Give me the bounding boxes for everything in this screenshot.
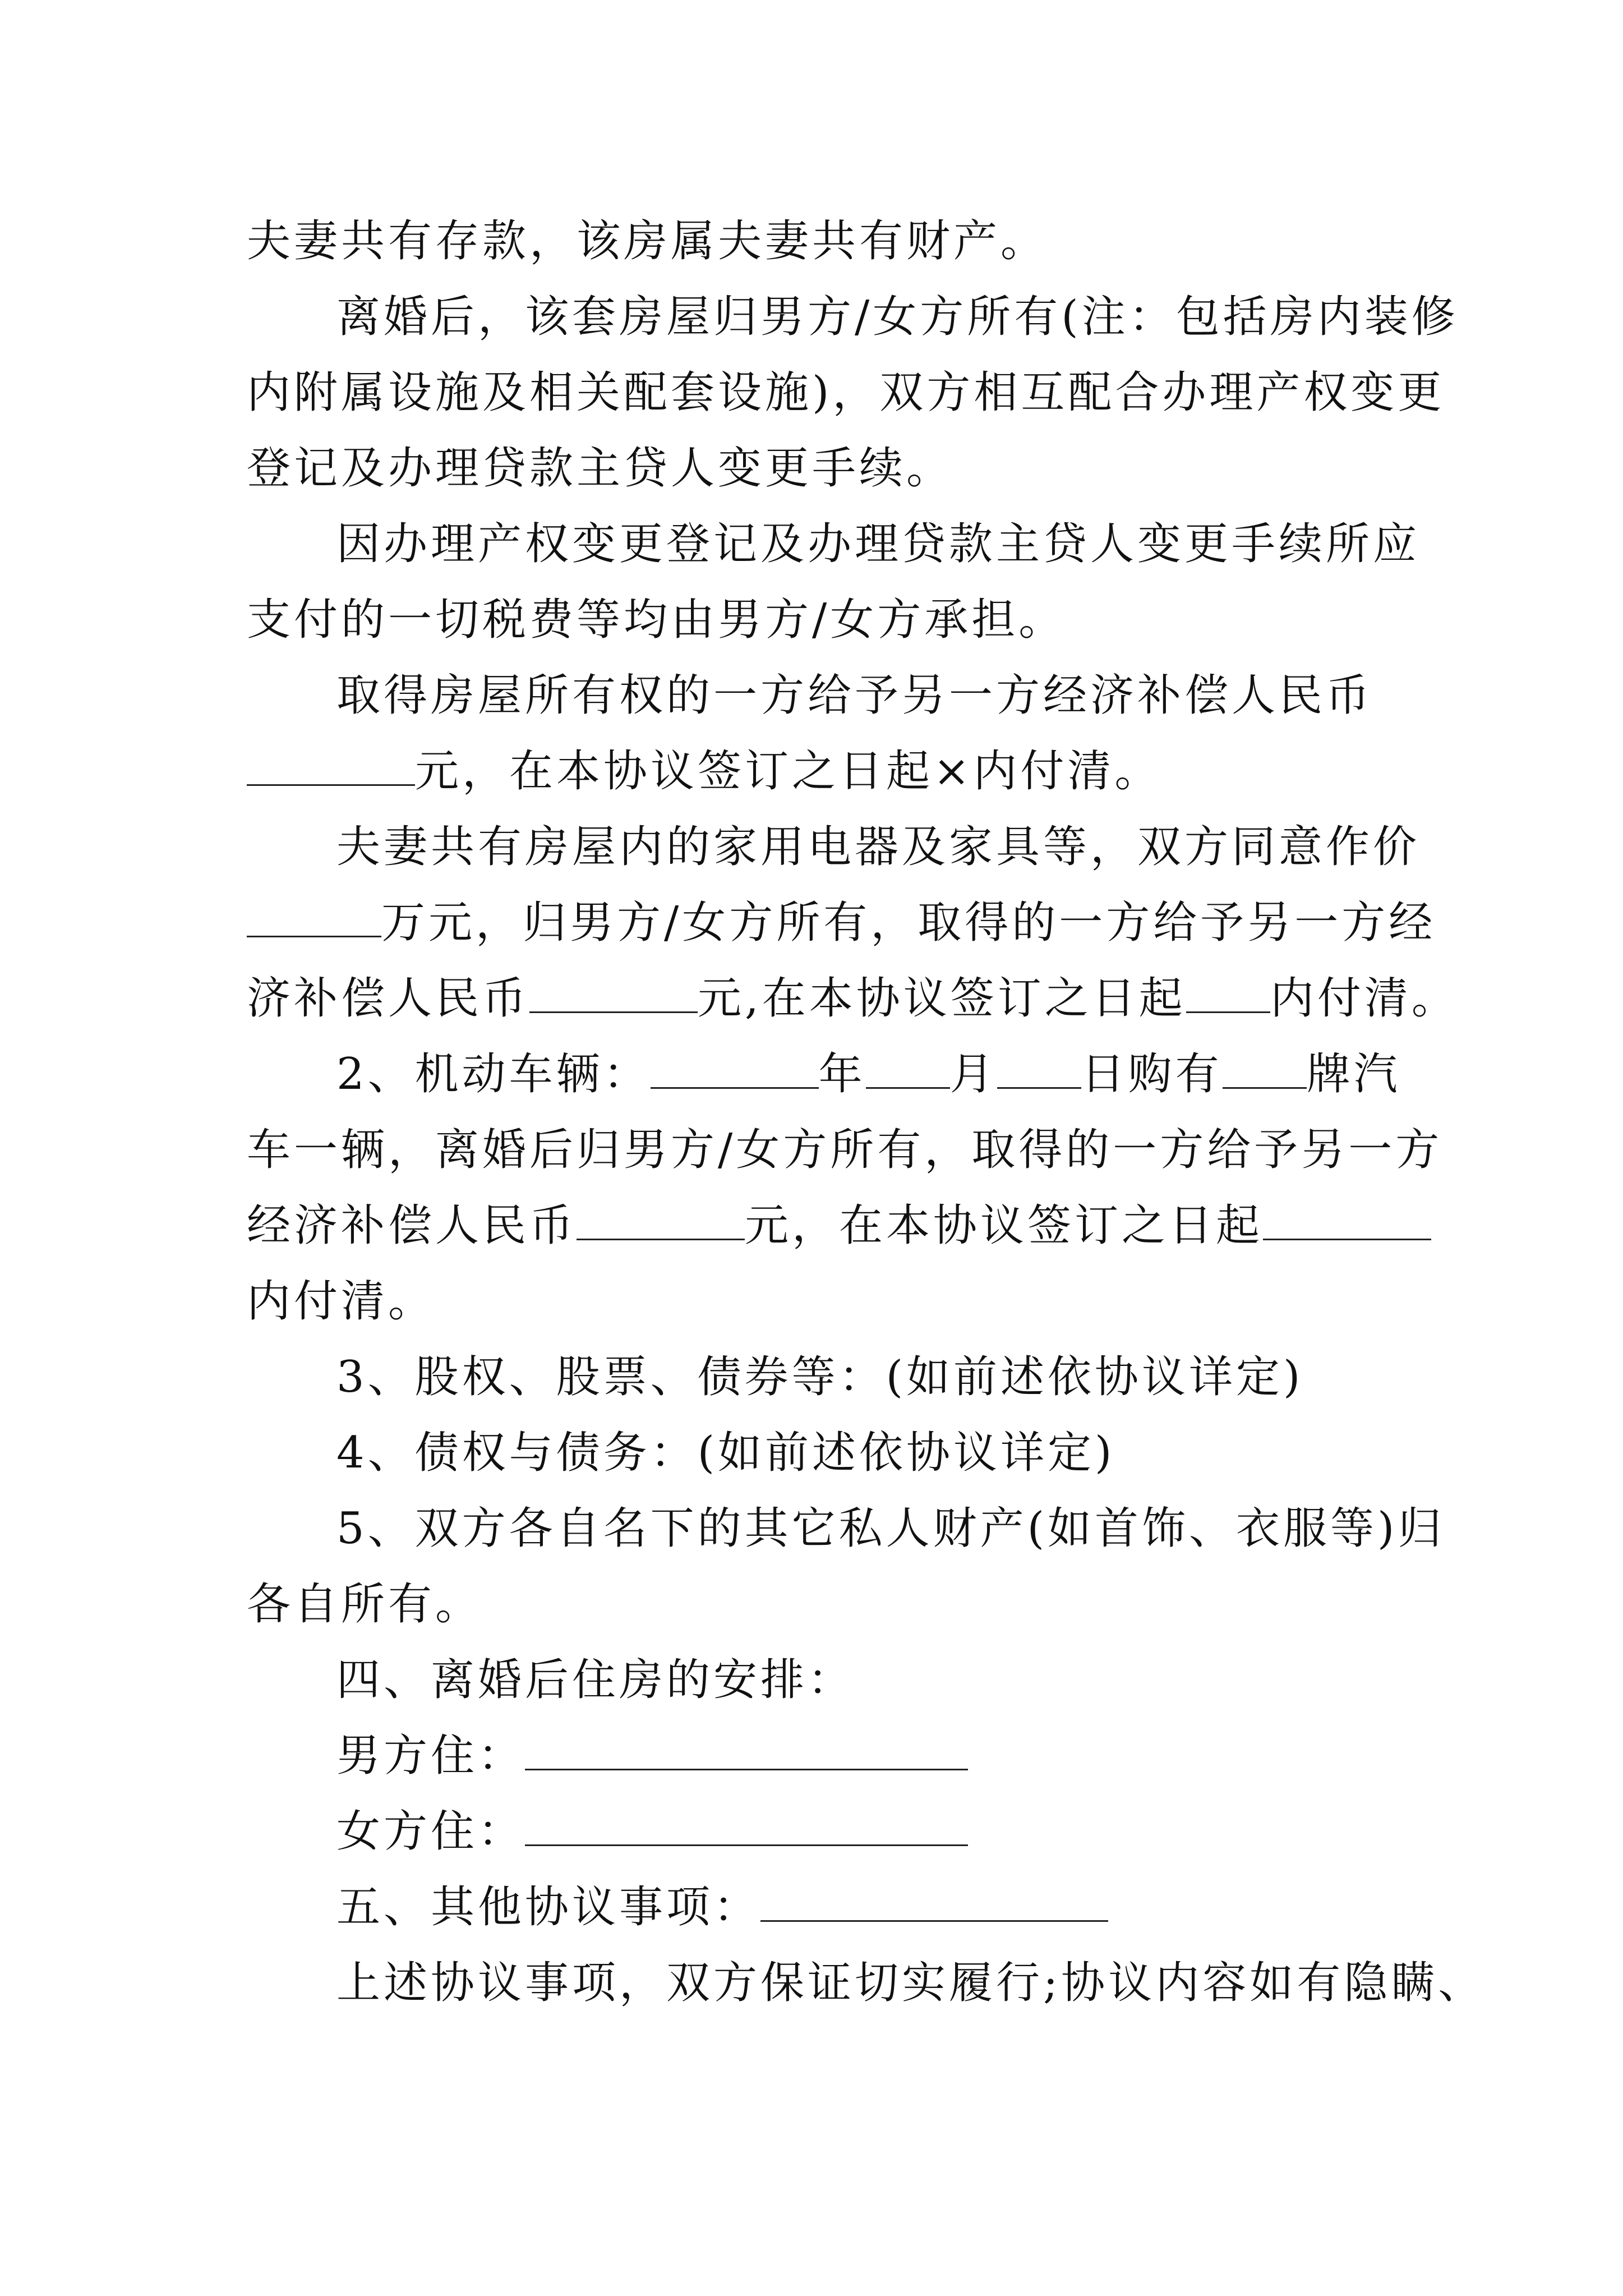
paragraph-line: [336, 819, 1492, 875]
fill-in-blank: [651, 1048, 819, 1089]
text: 取得房屋所有权的一方给予另一方经济补偿人民币: [336, 670, 1373, 721]
text: 万元，归男方/女方所有，取得的一方给予另一方经: [381, 898, 1436, 948]
text: 内付清。: [247, 1276, 436, 1327]
paragraph-line: [336, 1046, 1492, 1102]
paragraph-line: [247, 895, 1436, 951]
text: 上述协议事项，双方保证切实履行;协议内容如有隐瞒、: [336, 1958, 1486, 2008]
fill-in-blank: [525, 1805, 968, 1846]
paragraph-line: [336, 1955, 1492, 2011]
paragraph-line: [336, 1501, 1492, 1557]
fill-in-blank: [997, 1048, 1081, 1089]
section-heading: [336, 1652, 1492, 1708]
form-line: [336, 1803, 1492, 1860]
paragraph-line: [247, 1122, 1443, 1178]
form-line: [336, 1728, 1492, 1784]
text: 日购有: [1081, 1049, 1223, 1099]
fill-in-blank: [247, 896, 381, 937]
paragraph-line: [247, 440, 1402, 496]
fill-in-blank: [577, 1199, 745, 1240]
paragraph-line: [247, 1198, 1402, 1254]
paragraph-line: [336, 668, 1492, 724]
text: 各自所有。: [247, 1579, 483, 1630]
text: 车一辆，离婚后归男方/女方所有，取得的一方给予另一方: [247, 1125, 1443, 1175]
text: 2、机动车辆：: [336, 1049, 651, 1099]
paragraph-line: [247, 743, 1402, 799]
field-label: 五、其他协议事项：: [336, 1882, 761, 1932]
paragraph-line: [247, 1273, 1402, 1329]
text: 离婚后，该套房屋归男方/女方所有(注：包括房内装修: [336, 292, 1459, 342]
text: 3、股权、股票、债券等：(如前述依协议详定): [336, 1352, 1304, 1402]
form-line: [336, 1879, 1492, 1935]
fill-in-blank: [1263, 1199, 1431, 1240]
text: 月: [949, 1049, 997, 1099]
text: 4、债权与债务：(如前述依协议详定): [336, 1428, 1115, 1478]
paragraph-line: [247, 1576, 1402, 1632]
paragraph-line: [336, 1349, 1492, 1405]
text: 夫妻共有存款，该房属夫妻共有财产。: [247, 216, 1048, 266]
paragraph-line: [336, 1425, 1492, 1481]
fill-in-blank: [529, 972, 698, 1013]
paragraph-line: [247, 365, 1445, 421]
fill-in-blank: [247, 745, 415, 786]
fill-in-blank: [1186, 972, 1270, 1013]
paragraph-line: [247, 213, 1402, 269]
text: 5、双方各自名下的其它私人财产(如首饰、衣服等)归: [336, 1503, 1445, 1554]
text: 因办理产权变更登记及办理贷款主贷人变更手续所应: [336, 519, 1421, 569]
text: 济补偿人民币: [247, 973, 530, 1024]
text: 元,在本协议签订之日起: [698, 973, 1186, 1024]
field-label: 男方住：: [336, 1731, 525, 1781]
fill-in-blank: [1223, 1048, 1307, 1089]
paragraph-line: [247, 592, 1402, 648]
text: 年: [818, 1049, 866, 1099]
paragraph-line: [247, 970, 1459, 1027]
text: 内付清。: [1270, 973, 1459, 1024]
field-label: 女方住：: [336, 1806, 525, 1857]
text: 四、离婚后住房的安排：: [336, 1655, 855, 1705]
fill-in-blank: [525, 1729, 968, 1770]
text: 经济补偿人民币: [247, 1200, 577, 1251]
text: 夫妻共有房屋内的家用电器及家具等，双方同意作价: [336, 822, 1421, 872]
fill-in-blank: [760, 1881, 1108, 1922]
text: 牌汽: [1306, 1049, 1401, 1099]
text: 支付的一切税费等均由男方/女方承担。: [247, 595, 1066, 645]
text: 元，在本协议签订之日起: [745, 1200, 1264, 1251]
fill-in-blank: [866, 1048, 950, 1089]
paragraph-line: [336, 289, 1492, 345]
text: 登记及办理贷款主贷人变更手续。: [247, 443, 954, 494]
text: 内附属设施及相关配套设施)，双方相互配合办理产权变更: [247, 367, 1445, 418]
paragraph-line: [336, 516, 1492, 572]
text: 元，在本协议签订之日起×内付清。: [415, 746, 1162, 797]
